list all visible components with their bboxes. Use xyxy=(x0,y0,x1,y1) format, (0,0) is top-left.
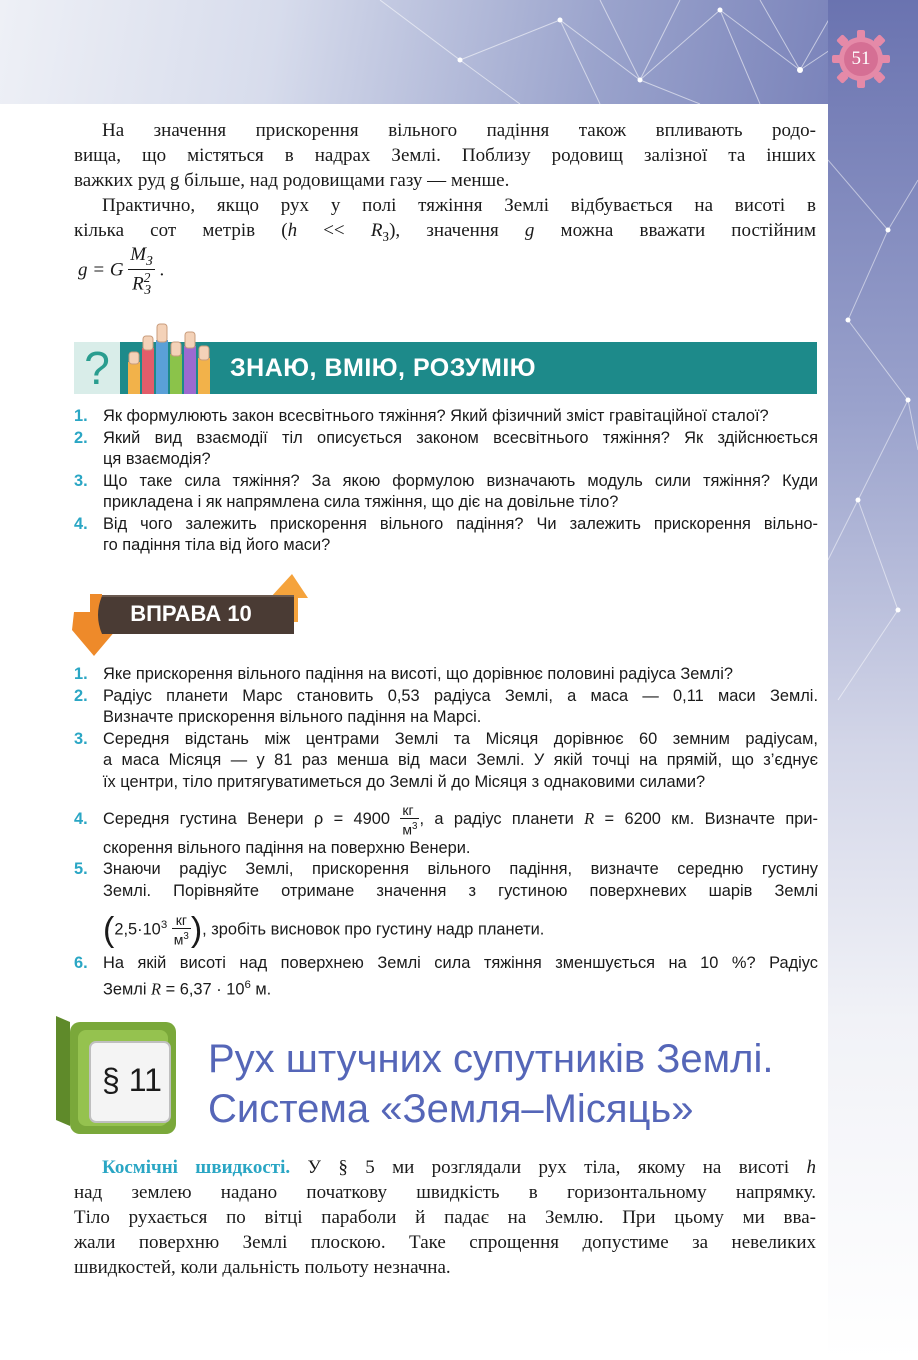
text-line: вища, що містяться в надрах Землі. Поблизу родовищ залізної та інших xyxy=(74,145,816,166)
text-line: Космічні швидкості. У § 5 ми розглядали рух тіла, якому на висоті h xyxy=(102,1157,816,1178)
text-line: Тіло рухається по вітці параболи й падає на Землю. При цьому ми вва- xyxy=(74,1207,816,1228)
list-item: 6. На якій висоті над поверхнею Землі сила тяжіння зменшується на 10 %? Радіус Землі $R = 6,37 \cdot 10^6$ м. xyxy=(74,954,818,999)
side-decoration xyxy=(828,0,918,1360)
exercise-list xyxy=(74,664,818,1001)
list-item: 1. Яке прискорення вільного падіння на висоті, що дорівнює половині радіуса Землі? xyxy=(74,665,733,683)
gravity-formula: g = G $\frac{M_З}{R^2_З}$ . xyxy=(78,244,165,297)
page-number-badge xyxy=(830,28,892,90)
list-item: 3. Середня відстань між центрами Землі та Місяця дорівнює 60 земним радіусам, а маса Місяця — у 81 раз менша від маси Землі. У якій точці на прямій, що з’єднує їх центри, тіло притягуватиметься до Землі й до Місяця з однаковими силами? xyxy=(74,729,818,791)
list-item: 3. Що таке сила тяжіння? За якою формулою визначають модуль сили тяжіння? Куди прикладена і як напрямлена сила тяжіння, що діє на довільне тіло? xyxy=(74,471,818,511)
question-mark-icon: ? xyxy=(74,342,120,394)
paragraph-number: § 11 xyxy=(102,1062,162,1098)
paragraph-title xyxy=(208,1034,773,1134)
keyword: Космічні швидкості. xyxy=(102,1157,291,1178)
star-network-decoration xyxy=(0,0,918,104)
text-line: важких руд g більше, над родовищами газу — менше. xyxy=(74,170,510,191)
raised-hands-icon xyxy=(122,318,218,394)
text-line: над землею надано початкову швидкість в горизонтальному напрямку. xyxy=(74,1182,816,1203)
list-item: 1. Як формулюють закон всесвітнього тяжіння? Який фізичний зміст гравітаційної сталої? xyxy=(74,407,769,425)
text-line: швидкостей, коли дальність польоту незначна. xyxy=(74,1257,451,1278)
text-line: жали поверхню Землі плоскою. Таке спрощення допустиме за невеликих xyxy=(74,1232,816,1253)
formula-lhs: g = G xyxy=(78,259,124,281)
title-line: Рух штучних супутників Землі. xyxy=(208,1037,774,1081)
formula-fraction: $\frac{M_З}{R^2_З}$ xyxy=(130,244,153,297)
exercise-title: ВПРАВА 10 xyxy=(130,601,252,626)
list-item: 4. Від чого залежить прискорення вільного падіння? Чи залежить прискорення вільно- го падіння тіла від його маси? xyxy=(74,514,818,554)
list-item: 5. Знаючи радіус Землі, прискорення вільного падіння, визначте середню густину Землі. Порівняйте отримане значення з густиною поверхневих шарів Землі ($2,5\cdot 10^3$ $\frac{кг}{м^3}$ ), зробіть висновок про густину надр планети. xyxy=(74,860,818,950)
list-item: 4. Середня густина Венери ρ = 4900 $\frac{кг}{м^3}$ , а радіус планети R = 6200 км. Визначте при- скорення вільного падіння на поверхню Венери. xyxy=(74,801,819,857)
text-line: На значення прискорення вільного падіння також впливають родо- xyxy=(102,120,816,141)
page-number: 51 xyxy=(851,48,871,69)
question-list xyxy=(74,406,818,557)
body-paragraph xyxy=(74,1155,816,1280)
side-network-decoration xyxy=(828,0,918,900)
text-line: Практично, якщо рух у полі тяжіння Землі відбувається на висоті в xyxy=(102,195,816,216)
intro-paragraph-1 xyxy=(74,118,816,193)
title-line: Система «Земля–Місяць» xyxy=(208,1087,694,1131)
text-line: кілька сот метрів $(h << R_З)$, значення g можна вважати постійним xyxy=(74,220,816,244)
header-decoration xyxy=(0,0,918,104)
list-item: 2. Який вид взаємодії тіл описується законом всесвітнього тяжіння? Як здійснюється ця взаємодія? xyxy=(74,428,818,468)
intro-paragraph-2 xyxy=(74,193,816,249)
list-item: 2. Радіус планети Марс становить 0,53 радіуса Землі, а маса — 0,11 маси Землі. Визначте прискорення вільного падіння на Марсі. xyxy=(74,686,818,726)
section-title: ЗНАЮ, ВМІЮ, РОЗУМІЮ xyxy=(230,354,537,382)
